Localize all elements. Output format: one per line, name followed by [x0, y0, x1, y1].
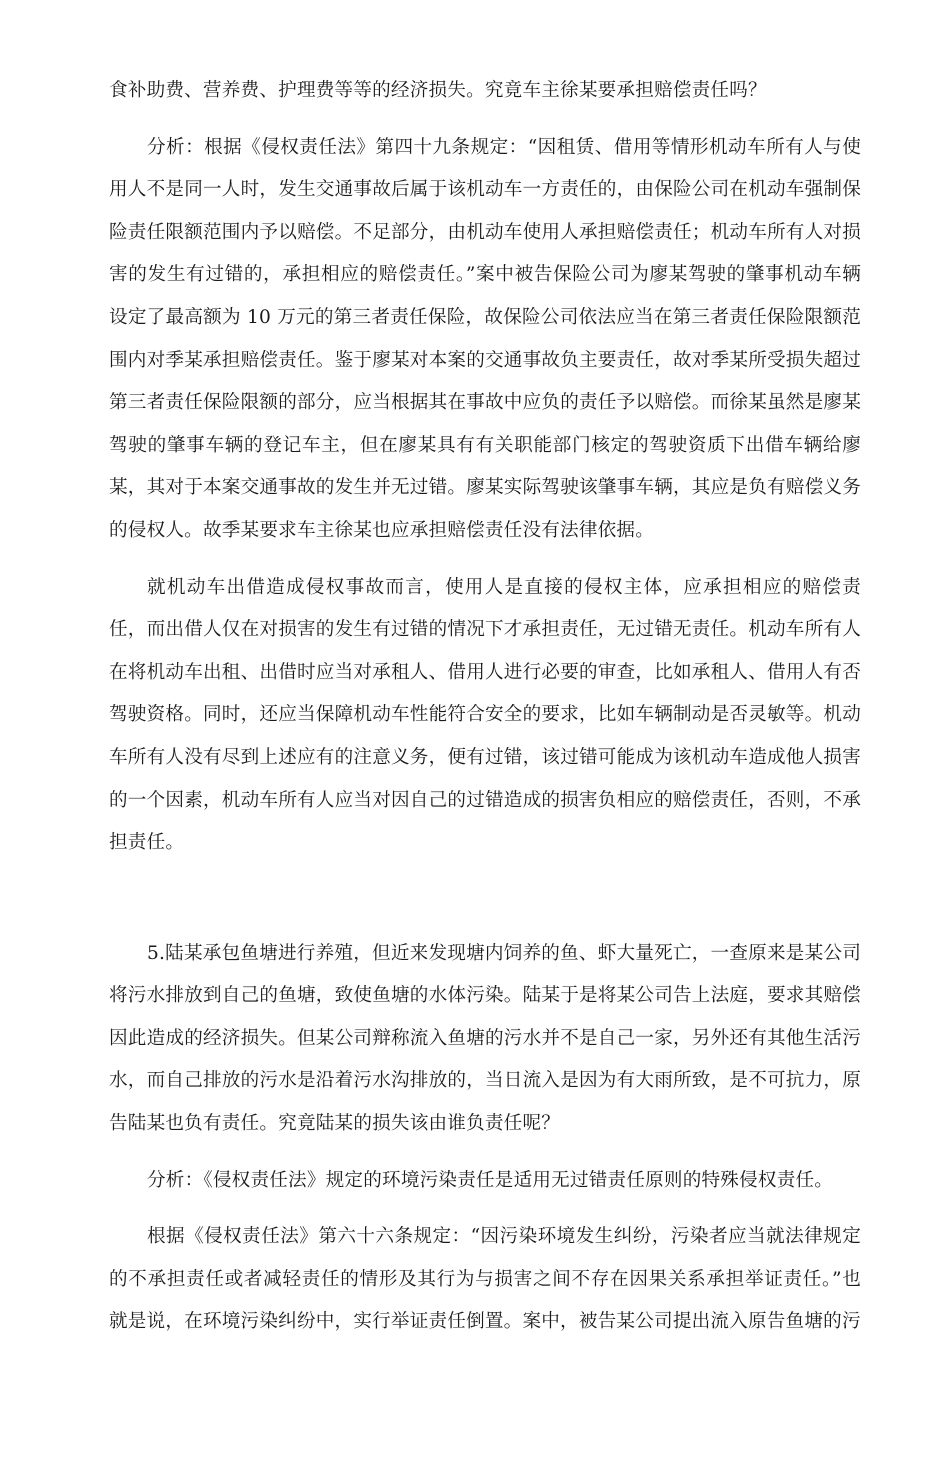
paragraph-case-5: 5.陆某承包鱼塘进行养殖，但近来发现塘内饲养的鱼、虾大量死亡，一查原来是某公司将污水排放到自己的鱼塘，致使鱼塘的水体污染。陆某于是将某公司告上法庭，要求其赔偿因此造成的经济损失。但某公司辩称流入鱼塘的污水并不是自己一家，另外还有其他生活污水，而自己排放的污水是沿着污水沟排放的，当日流入是因为有大雨所致，是不可抗力，原告陆某也负有责任。究竟陆某的损失该由谁负责任呢？: [109, 942, 861, 1135]
paragraph-analysis-article-49: 分析：根据《侵权责任法》第四十九条规定：“因租赁、借用等情形机动车所有人与使用人不是同一人时，发生交通事故后属于该机动车一方责任的，由保险公司在机动车强制保险责任限额范围内予以赔偿。不足部分，由机动车使用人承担赔偿责任；机动车所有人对损害的发生有过错的，承担相应的赔偿责任。”案中被告保险公司为廖某驾驶的肇事机动车辆设定了最高额为 10 万元的第三者责任保险，故保险公司依法应当在第三者责任保险限额范围内对季某承担赔偿责任。鉴于廖某对本案的交通事故负主要责任，故对季某所受损失超过第三者责任保险限额的部分，应当根据其在事故中应负的责任予以赔偿。而徐某虽然是廖某驾驶的肇事车辆的登记车主，但在廖某具有有关职能部门核定的驾驶资质下出借车辆给廖某，其对于本案交通事故的发生并无过错。廖某实际驾驶该肇事车辆，其应是负有赔偿义务的侵权人。故季某要求车主徐某也应承担赔偿责任没有法律依据。: [109, 136, 861, 541]
paragraph-lending-liability: 就机动车出借造成侵权事故而言，使用人是直接的侵权主体，应承担相应的赔偿责任，而出借人仅在对损害的发生有过错的情况下才承担责任，无过错无责任。机动车所有人在将机动车出租、出借时应当对承租人、借用人进行必要的审查，比如承租人、借用人有否驾驶资格。同时，还应当保障机动车性能符合安全的要求，比如车辆制动是否灵敏等。机动车所有人没有尽到上述应有的注意义务，便有过错，该过错可能成为该机动车造成他人损害的一个因素，机动车所有人应当对因自己的过错造成的损害负相应的赔偿责任，否则，不承担责任。: [109, 576, 861, 854]
document-page: [109, 70, 861, 1344]
paragraph-continuation: 食补助费、营养费、护理费等等的经济损失。究竟车主徐某要承担赔偿责任吗？: [109, 80, 767, 101]
paragraph-analysis-environment: 分析：《侵权责任法》规定的环境污染责任是适用无过错责任原则的特殊侵权责任。: [147, 1169, 834, 1191]
paragraph-article-66: 根据《侵权责任法》第六十六条规定：“因污染环境发生纠纷，污染者应当就法律规定的不承担责任或者减轻责任的情形及其行为与损害之间不存在因果关系承担举证责任。”也就是说，在环境污染纠纷中，实行举证责任倒置。案中，被告某公司提出流入原告鱼塘的污: [109, 1226, 861, 1333]
